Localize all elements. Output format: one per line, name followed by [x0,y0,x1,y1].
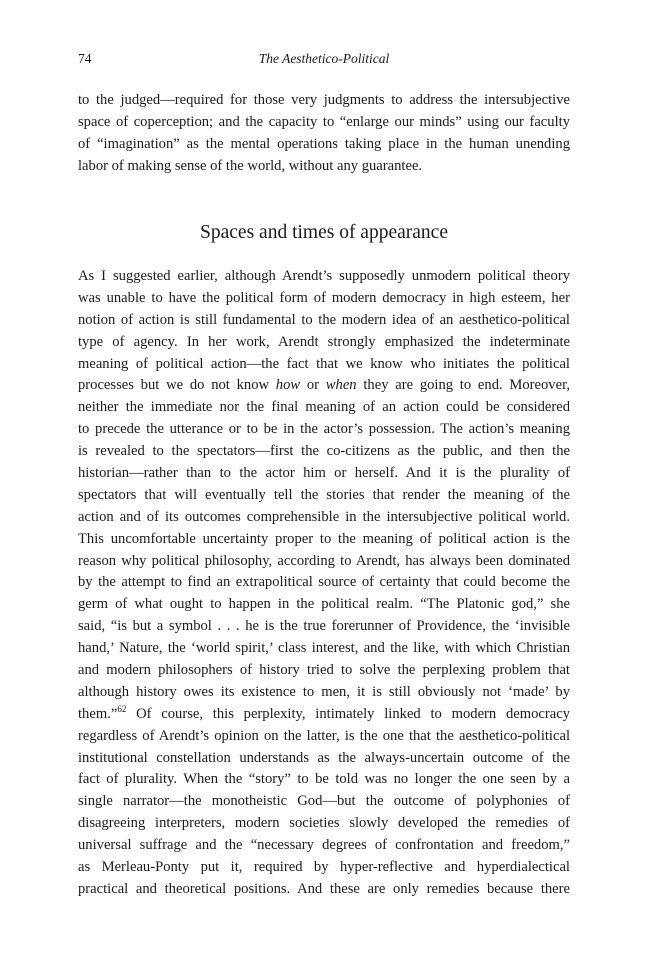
text-segment: they are going to end. Moreover, [356,377,570,394]
text-line: is revealed to the spectators—first the co-citizens as the public, and then the [78,443,570,460]
text-line: As I suggested earlier, although Arendt’s supposedly unmodern political theory [78,268,570,284]
text-line-with-footnote [78,704,570,726]
text-line: disagreeing interpreters, modern societies slowly developed the remedies of [78,815,570,832]
text-line: by the attempt to find an extrapolitical source of certainty that could become the [78,574,570,591]
italic-word: when [325,377,357,394]
text-line: to precede the utterance or to be in the actor’s possession. The action’s meaning [78,421,570,438]
text-line: single narrator—the monotheistic God—but the outcome of polyphonies of [78,793,570,810]
text-line: labor of making sense of the world, without any guarantee. [78,157,423,174]
text-line: institutional constellation understands as the always-uncertain outcome of the [78,749,570,766]
text-line: neither the immediate nor the final meaning of an action could be considered [78,399,570,416]
text-segment: Of course, this perplexity, intimately linked to modern democracy [126,705,570,722]
paragraph-continuation [78,90,570,178]
text-segment: or [300,377,326,394]
text-line: hand,’ Nature, the ‘world spirit,’ class interest, and the like, with which Christian [78,640,570,657]
text-line: practical and theoretical positions. And these are only remedies because there [78,880,570,897]
text-line: action and of its outcomes comprehensible in the intersubjective political world. [78,508,570,525]
text-line: although history owes its existence to men, it is still obviously not ‘made’ by [78,683,570,700]
text-line: reason why political philosophy, according to Arendt, has always been dominated [78,552,570,569]
text-line: regardless of Arendt’s opinion on the latter, is the one that the aesthetico-political [78,727,570,744]
text-line: notion of action is still fundamental to the modern idea of an aesthetico-political [78,311,570,328]
paragraph-main [78,266,570,901]
text-line: space of coperception; and the capacity to “enlarge our minds” using our faculty [78,113,570,130]
text-line: meaning of political action—the fact that we know who initiates the political [78,355,570,372]
text-line: germ of what ought to happen in the political realm. “The Platonic god,” she [78,596,570,613]
text-line: universal suffrage and the “necessary degrees of confrontation and freedom,” [78,837,570,854]
italic-word: how [275,377,301,394]
text-segment: processes but we do not know [78,377,276,394]
text-line: spectators that will eventually tell the stories that render the meaning of the [78,486,570,503]
text-line-with-italics [78,375,570,397]
text-line: said, “is but a symbol . . . he is the true forerunner of Providence, the ‘invisible [78,618,570,635]
running-title: The Aesthetico-Political [258,51,390,66]
text-line: type of agency. In her work, Arendt strongly emphasized the indeterminate [78,333,570,350]
text-line: historian—rather than to the actor him or herself. And it is the plurality of [78,465,570,482]
footnote-marker[interactable]: 62 [117,703,127,714]
running-head [78,49,570,69]
section-heading: Spaces and times of appearance [200,222,448,243]
text-line: fact of plurality. When the “story” to be told was no longer the one seen by a [78,771,570,788]
page-number: 74 [78,51,92,66]
text-line: of “imagination” as the mental operations taking place in the human unending [78,135,570,152]
text-line: to the judged—required for those very judgments to address the intersubjective [78,92,570,108]
text-line: as Merleau-Ponty put it, required by hyper-reflective and hyperdialectical [78,859,570,876]
text-line: was unable to have the political form of modern democracy in high esteem, her [78,289,570,306]
text-line: This uncomfortable uncertainty proper to the meaning of political action is the [78,530,570,547]
text-line: and modern philosophers of history tried to solve the perplexing problem that [78,662,570,679]
text-segment: them.” [78,705,118,722]
